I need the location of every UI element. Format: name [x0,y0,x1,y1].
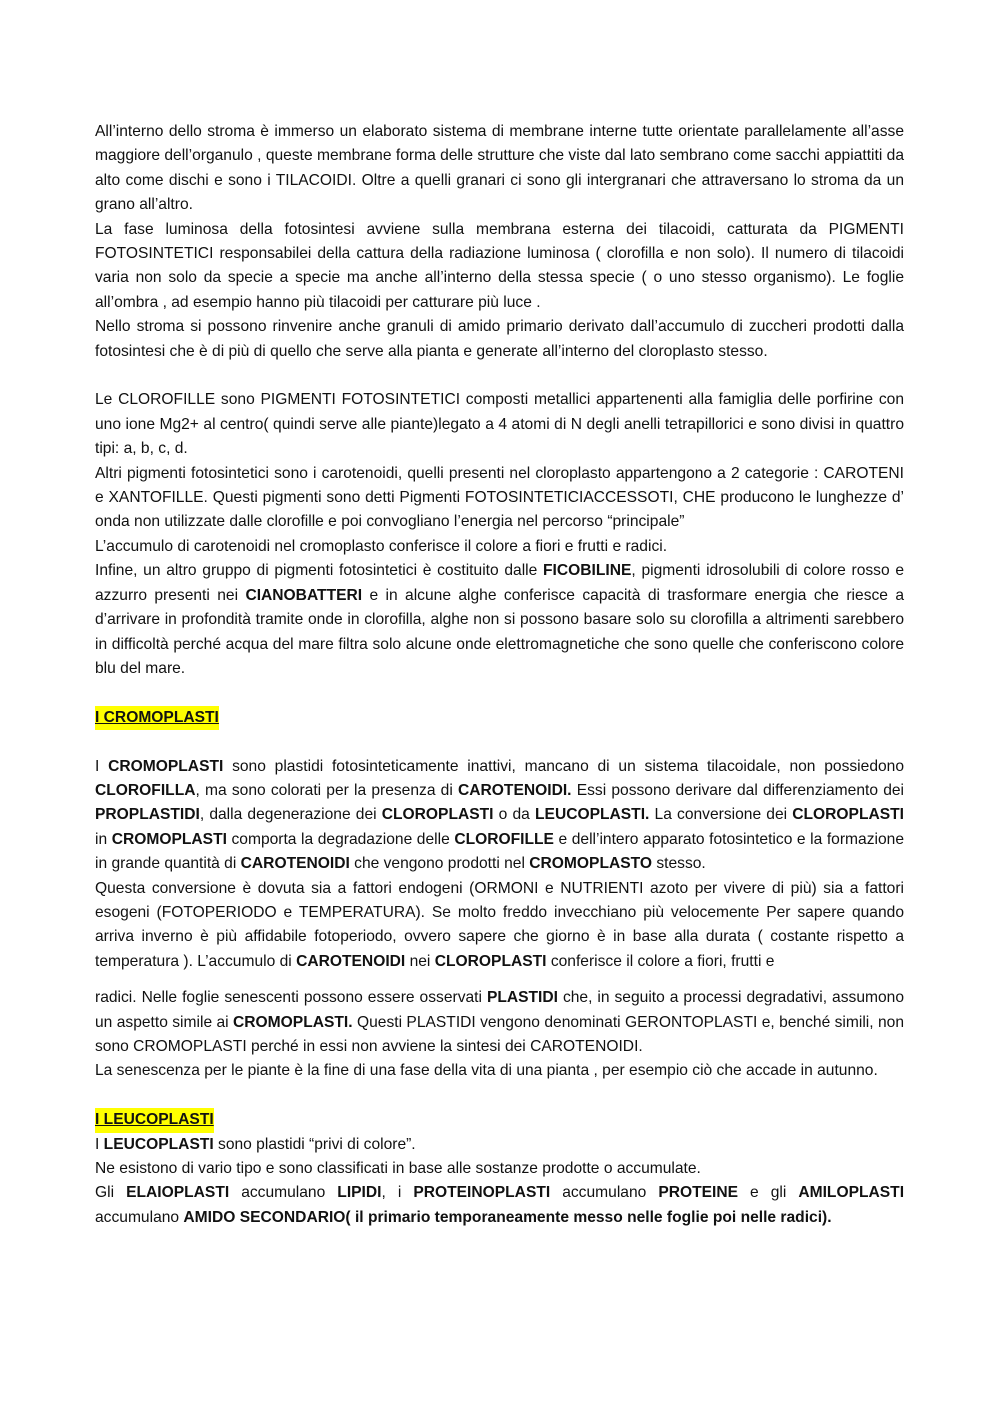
paragraph-leucoplasti-2: Ne esistono di vario tipo e sono classificati in base alle sostanze prodotte o accumulate. [95,1160,701,1177]
heading-leucoplasti: I LEUCOPLASTI [95,1108,214,1132]
paragraph-accumulo: L’accumulo di carotenoidi nel cromoplasto conferisce il colore a fiori e frutti e radici. [95,537,668,555]
paragraph-cromoplasti-1: I CROMOPLASTI sono plastidi fotosinteticamente inattivi, mancano di un sistema tilacoidale, non possiedono CLOROFILLA, ma sono colorati per la presenza di CAROTENOIDI. Essi possono derivare dal differenziamento dei PROPLASTIDI, dalla degenerazione dei CLOROPLASTI o da LEUCOPLASTI. La conversione dei CLOROPLASTI in CROMOPLASTI comporta la degradazione delle CLOROFILLE e dell’intero apparato fotosintetico e la formazione in grande quantità di CAROTENOIDI che vengono prodotti nel CROMOPLASTO stesso. [95,757,905,873]
spacer [95,730,904,754]
paragraph-leucoplasti-3: Gli ELAIOPLASTI accumulano LIPIDI, i PROTEINOPLASTI accumulano PROTEINE e gli AMILOPLASTI accumulano AMIDO SECONDARIO( il primario temporaneamente messo nelle foglie poi nelle radici). [95,1184,905,1226]
paragraph-stroma-2: La fase luminosa della fotosintesi avviene sulla membrana esterna dei tilacoidi, catturata da PIGMENTI FOTOSINTETICI responsabilei della cattura della radiazione luminosa ( clorofilla e non solo). Il numero di tilacoidi varia non solo da specie a specie ma anche all’interno della stessa specie ( o uno stesso organismo). Le foglie all’ombra , ad esempio hanno più tilacoidi per catturare più luce . [95,220,904,311]
spacer [95,681,904,705]
spacer [95,974,904,986]
spacer [95,364,904,388]
paragraph-stroma-1: All’interno dello stroma è immerso un elaborato sistema di membrane interne tutte orientate parallelamente all’asse maggiore dell’organulo , queste membrane forma delle strutture che viste dal lato sembrano come sacchi appiattiti da alto come dischi e sono i TILACOIDI. Oltre a quelli granari ci sono gli intergranari che attraversano lo stroma da un grano all’altro. [95,123,904,214]
paragraph-senescenza: La senescenza per le piante è la fine di una fase della vita di una pianta , per esempio ciò che accade in autunno. [95,1062,878,1080]
paragraph-stroma-3: Nello stroma si possono rinvenire anche granuli di amido primario derivato dall’accumulo di zuccheri prodotti dalla fotosintesi che è di più di quello che serve alla pianta e generate all’interno del cloroplasto stesso. [95,318,904,360]
paragraph-carotenoidi: Altri pigmenti fotosintetici sono i carotenoidi, quelli presenti nel cloroplasto appartengono a 2 categorie : CAROTENI e XANTOFILLE. Questi pigmenti sono detti Pigmenti FOTOSINTETICIACCESSOTI, CHE producono le lunghezze d’ onda non utilizzate dalle clorofille e poi convogliano l’energia nel percorso “principale” [95,464,904,531]
heading-cromoplasti: I CROMOPLASTI [95,706,219,730]
paragraph-clorofille: Le CLOROFILLE sono PIGMENTI FOTOSINTETICI composti metallici appartenenti alla famiglia delle porfirine con uno ione Mg2+ al centro( quindi serve alle piante)legato a 4 atomi di N degli anelli tetrapillorici e sono divisi in quattro tipi: a, b, c, d. [95,391,904,458]
spacer [95,1084,904,1108]
paragraph-cromoplasti-2: Questa conversione è dovuta sia a fattori endogeni (ORMONI e NUTRIENTI azoto per vivere di più) sia a fattori esogeni (FOTOPERIODO e TEMPERATURA). Se molto freddo invecchiano più velocemente Per sapere quando arriva inverno è più affidabile fotoperiodo, ovvero sapere che giorno è in base alla durata ( costante rispetto a temperatura ). L’accumulo di CAROTENOIDI nei CLOROPLASTI conferisce il colore a fiori, frutti e [95,879,904,970]
paragraph-ficobiline: Infine, un altro gruppo di pigmenti fotosintetici è costituito dalle FICOBILINE, pigmenti idrosolubili di colore rosso e azzurro presenti nei CIANOBATTERI e in alcune alghe conferisce capacità di trasformare energia che riesce a d’arrivare in profondità tramite onde in clorofilla, alghe non si possono basare solo su clorofilla a altrimenti sarebbero in difficoltà perché acqua del mare filtra solo alcune onde elettromagnetiche che sono quelle che conferiscono colore blu del mare. [95,562,905,677]
paragraph-leucoplasti-1: I LEUCOPLASTI sono plastidi “privi di colore”. [95,1135,416,1153]
paragraph-cromoplasti-3: radici. Nelle foglie senescenti possono essere osservati PLASTIDI che, in seguito a processi degradativi, assumono un aspetto simile ai CROMOPLASTI. Questi PLASTIDI vengono denominati GERONTOPLASTI e, benché simili, non sono CROMOPLASTI perché in essi non avviene la sintesi dei CAROTENOIDI. [95,989,904,1055]
